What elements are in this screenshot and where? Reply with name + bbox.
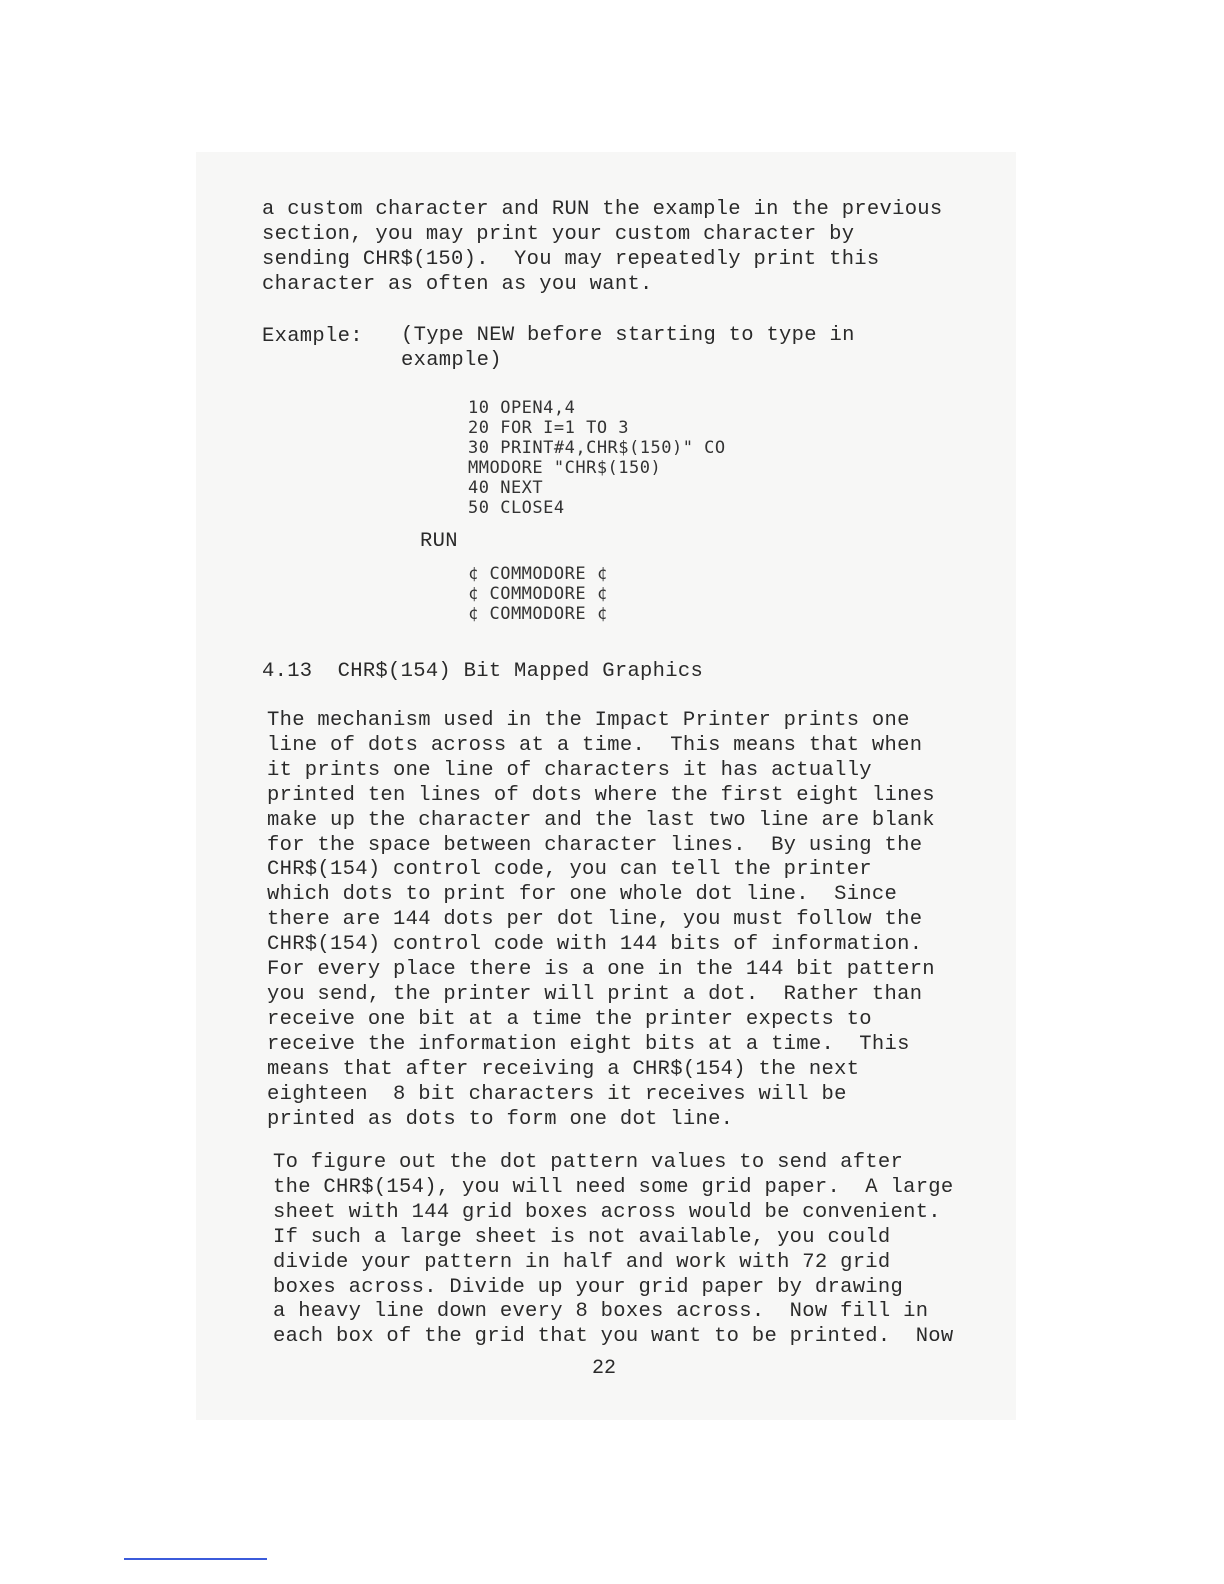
paragraph-line: printed ten lines of dots where the first eight lines <box>267 783 935 807</box>
output-line: ¢ COMMODORE ¢ <box>468 584 608 604</box>
paragraph-line: eighteen 8 bit characters it receives will be <box>267 1082 847 1106</box>
paragraph-line: for the space between character lines. By using the <box>267 833 923 857</box>
paragraph-line: a heavy line down every 8 boxes across. Now fill in <box>273 1300 929 1324</box>
paragraph-line: divide your pattern in half and work with 72 grid <box>273 1250 891 1274</box>
output-line: ¢ COMMODORE ¢ <box>468 604 608 624</box>
intro-line: section, you may print your custom character by <box>262 222 855 246</box>
example-note-line: example) <box>401 348 502 372</box>
paragraph-line: The mechanism used in the Impact Printer prints one <box>267 709 910 732</box>
code-line: 40 NEXT <box>468 478 544 498</box>
paragraph-line: you send, the printer will print a dot. Rather than <box>267 982 923 1006</box>
paragraph-line: CHR$(154) control code, you can tell the printer <box>267 858 872 882</box>
page-number: 22 <box>592 1357 617 1380</box>
run-output <box>468 564 608 624</box>
intro-line: character as often as you want. <box>262 272 653 296</box>
paragraph-line: make up the character and the last two line are blank <box>267 808 935 832</box>
example-label: Example: <box>262 325 363 348</box>
paragraph-line: line of dots across at a time. This means that when <box>267 733 923 757</box>
footnote-divider <box>124 1558 267 1560</box>
code-listing <box>468 398 726 518</box>
code-line: MMODORE "CHR$(150) <box>468 458 662 478</box>
paragraph-line: For every place there is a one in the 144 bit pattern <box>267 958 935 982</box>
paragraph-line: boxes across. Divide up your grid paper by drawing <box>273 1275 904 1299</box>
output-line: ¢ COMMODORE ¢ <box>468 564 608 584</box>
code-line: 20 FOR I=1 TO 3 <box>468 418 630 438</box>
paragraph-line: sheet with 144 grid boxes across would be convenient. <box>273 1200 941 1224</box>
intro-paragraph <box>262 198 943 298</box>
intro-line: sending CHR$(150). You may repeatedly print this <box>262 247 880 271</box>
paragraph-line: the CHR$(154), you will need some grid paper. A large <box>273 1175 954 1199</box>
paragraph-line: means that after receiving a CHR$(154) the next <box>267 1057 860 1081</box>
paragraph-line: If such a large sheet is not available, you could <box>273 1225 891 1249</box>
code-line: 30 PRINT#4,CHR$(150)" CO <box>468 438 726 458</box>
paragraph-line: CHR$(154) control code with 144 bits of information. <box>267 933 923 957</box>
paragraph-line: which dots to print for one whole dot line. Since <box>267 883 898 907</box>
section-heading: 4.13 CHR$(154) Bit Mapped Graphics <box>262 660 704 683</box>
paragraph-grid-paper <box>273 1151 954 1350</box>
example-note <box>401 324 855 374</box>
example-note-line: (Type NEW before starting to type in <box>401 324 855 347</box>
paragraph-line: it prints one line of characters it has actually <box>267 758 872 782</box>
run-label: RUN <box>420 530 458 553</box>
paragraph-line: To figure out the dot pattern values to send after <box>273 1151 904 1174</box>
paragraph-line: printed as dots to form one dot line. <box>267 1107 734 1131</box>
paragraph-line: there are 144 dots per dot line, you must follow the <box>267 908 923 932</box>
code-line: 10 OPEN4,4 <box>468 398 576 418</box>
paragraph-line: receive one bit at a time the printer expects to <box>267 1007 872 1031</box>
paragraph-line: each box of the grid that you want to be printed. Now <box>273 1325 954 1349</box>
paragraph-bit-mapped <box>267 709 935 1132</box>
paragraph-line: receive the information eight bits at a time. This <box>267 1032 910 1056</box>
code-line: 50 CLOSE4 <box>468 498 565 518</box>
intro-line: a custom character and RUN the example in the previous <box>262 198 943 221</box>
